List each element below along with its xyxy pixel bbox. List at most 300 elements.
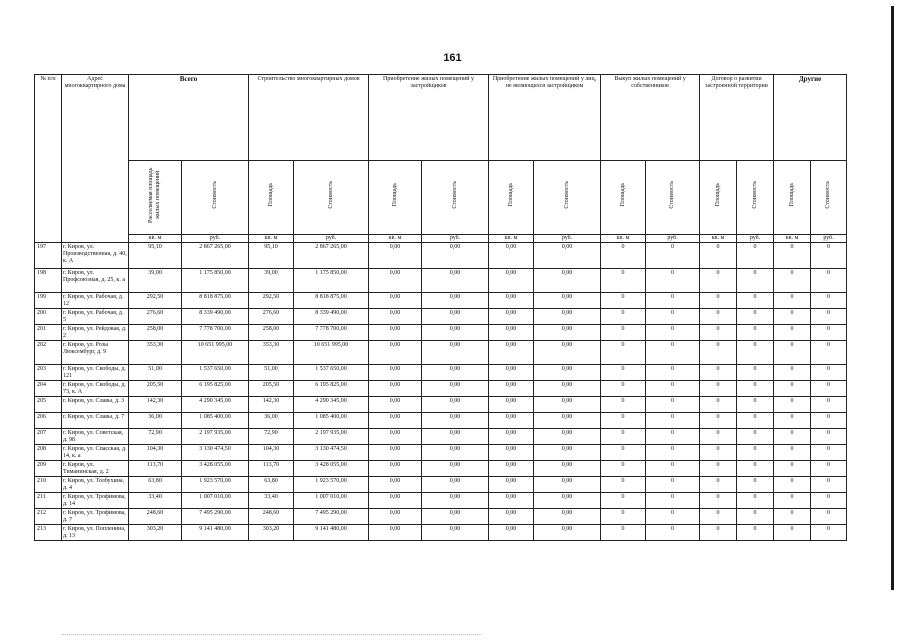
row-value: 248,60 xyxy=(129,509,182,525)
row-value: 51,00 xyxy=(249,365,294,381)
page-number: 161 xyxy=(443,52,462,64)
row-value: 0 xyxy=(601,309,646,325)
subheader-cell xyxy=(249,161,294,235)
row-value: 0 xyxy=(646,243,700,269)
subheader-cell xyxy=(737,161,774,235)
row-number: 211 xyxy=(35,493,62,509)
subheader-cell xyxy=(182,161,249,235)
row-value: 0,00 xyxy=(369,341,422,365)
row-value: 0,00 xyxy=(489,269,534,293)
row-value: 0,00 xyxy=(422,445,489,461)
row-value: 3 130 474,50 xyxy=(182,445,249,461)
row-value: 63,80 xyxy=(249,477,294,493)
row-value: 0,00 xyxy=(534,381,601,397)
row-value: 39,00 xyxy=(249,269,294,293)
row-value: 0 xyxy=(646,525,700,541)
row-value: 0,00 xyxy=(534,525,601,541)
row-value: 0 xyxy=(700,493,737,509)
row-value: 0,00 xyxy=(489,429,534,445)
row-value: 9 141 480,00 xyxy=(294,525,369,541)
subheader-cell xyxy=(129,161,182,235)
row-value: 0 xyxy=(811,243,847,269)
row-value: 0 xyxy=(646,381,700,397)
row-value: 0,00 xyxy=(369,461,422,477)
row-value: 0 xyxy=(737,477,774,493)
row-number: 198 xyxy=(35,269,62,293)
row-value: 303,20 xyxy=(129,525,182,541)
row-value: 0 xyxy=(601,341,646,365)
row-value: 0 xyxy=(737,381,774,397)
row-number: 200 xyxy=(35,309,62,325)
row-value: 0 xyxy=(774,461,811,477)
table-row xyxy=(35,429,847,445)
row-number: 208 xyxy=(35,445,62,461)
row-number: 210 xyxy=(35,477,62,493)
row-value: 0 xyxy=(700,509,737,525)
row-value: 0,00 xyxy=(489,461,534,477)
row-value: 0 xyxy=(737,325,774,341)
row-value: 0 xyxy=(646,413,700,429)
row-number: 206 xyxy=(35,413,62,429)
subheader-cell xyxy=(601,161,646,235)
row-value: 0 xyxy=(774,365,811,381)
row-value: 2 867 265,00 xyxy=(294,243,369,269)
row-value: 0 xyxy=(811,397,847,413)
row-value: 0,00 xyxy=(534,445,601,461)
row-value: 0 xyxy=(737,509,774,525)
row-address: г. Киров, ул. Попленина, д. 13 xyxy=(62,525,129,541)
row-value: 0 xyxy=(601,243,646,269)
table-row xyxy=(35,413,847,429)
row-value: 258,00 xyxy=(129,325,182,341)
subheader-label: Площадь xyxy=(788,183,795,207)
row-value: 8 818 875,00 xyxy=(294,293,369,309)
table-row xyxy=(35,445,847,461)
row-value: 1 537 650,00 xyxy=(182,365,249,381)
row-value: 1 007 010,00 xyxy=(294,493,369,509)
row-address: г. Киров, ул. Розы Люксембург, д. 9 xyxy=(62,341,129,365)
row-value: 0,00 xyxy=(534,243,601,269)
row-value: 63,80 xyxy=(129,477,182,493)
row-value: 0 xyxy=(700,341,737,365)
row-value: 113,70 xyxy=(249,461,294,477)
row-value: 0 xyxy=(737,461,774,477)
row-value: 33,40 xyxy=(249,493,294,509)
row-value: 36,00 xyxy=(129,413,182,429)
row-value: 0 xyxy=(811,445,847,461)
row-value: 0 xyxy=(700,381,737,397)
row-value: 0,00 xyxy=(369,525,422,541)
row-value: 0,00 xyxy=(534,293,601,309)
row-value: 1 923 570,00 xyxy=(294,477,369,493)
row-value: 0 xyxy=(700,445,737,461)
subheader-cell xyxy=(422,161,489,235)
table-row xyxy=(35,509,847,525)
row-number: 203 xyxy=(35,365,62,381)
row-value: 0,00 xyxy=(369,325,422,341)
row-number: 207 xyxy=(35,429,62,445)
row-value: 0 xyxy=(811,325,847,341)
subheader-label: Стоимость xyxy=(669,181,676,209)
row-value: 0 xyxy=(601,365,646,381)
row-value: 0 xyxy=(811,293,847,309)
row-value: 0 xyxy=(811,525,847,541)
row-value: 0,00 xyxy=(422,525,489,541)
row-value: 0 xyxy=(737,413,774,429)
row-value: 2 197 935,00 xyxy=(294,429,369,445)
row-value: 258,00 xyxy=(249,325,294,341)
row-value: 0 xyxy=(774,477,811,493)
row-value: 0 xyxy=(646,365,700,381)
row-value: 6 195 825,00 xyxy=(294,381,369,397)
row-value: 0 xyxy=(646,493,700,509)
row-value: 4 290 345,00 xyxy=(294,397,369,413)
table-row xyxy=(35,341,847,365)
row-value: 0,00 xyxy=(369,477,422,493)
row-value: 0 xyxy=(601,397,646,413)
row-value: 142,30 xyxy=(129,397,182,413)
row-value: 0 xyxy=(811,509,847,525)
row-value: 0 xyxy=(646,293,700,309)
header-group-developer-purchase: Приобретение жилых помещений у застройщиков xyxy=(369,75,489,161)
row-value: 1 085 400,00 xyxy=(294,413,369,429)
table-row xyxy=(35,461,847,477)
row-value: 0 xyxy=(601,509,646,525)
row-value: 0 xyxy=(811,413,847,429)
row-value: 0,00 xyxy=(369,493,422,509)
row-address: г. Киров, ул. Профсоюзная, д. 25, к. а xyxy=(62,269,129,293)
row-value: 0,00 xyxy=(369,413,422,429)
row-number: 212 xyxy=(35,509,62,525)
row-value: 0,00 xyxy=(422,309,489,325)
table-row xyxy=(35,477,847,493)
row-value: 0 xyxy=(737,293,774,309)
row-value: 0 xyxy=(700,397,737,413)
row-value: 0,00 xyxy=(534,309,601,325)
subheader-label: Стоимость xyxy=(751,181,758,209)
row-value: 104,30 xyxy=(249,445,294,461)
row-value: 0 xyxy=(737,269,774,293)
subheader-label: Стоимость xyxy=(327,181,334,209)
subheader-cell xyxy=(646,161,700,235)
table-row xyxy=(35,325,847,341)
row-value: 113,70 xyxy=(129,461,182,477)
row-value: 205,50 xyxy=(129,381,182,397)
row-value: 36,00 xyxy=(249,413,294,429)
row-number: 202 xyxy=(35,341,62,365)
row-value: 0 xyxy=(774,293,811,309)
row-value: 0 xyxy=(737,493,774,509)
row-value: 353,30 xyxy=(129,341,182,365)
row-value: 276,60 xyxy=(129,309,182,325)
row-value: 2 197 935,00 xyxy=(182,429,249,445)
subheader-label: Расселяемая площадь жилых помещений xyxy=(148,167,161,223)
row-value: 10 651 995,00 xyxy=(294,341,369,365)
row-value: 0 xyxy=(601,445,646,461)
subheader-label: Площадь xyxy=(267,183,274,207)
row-value: 0 xyxy=(601,477,646,493)
table-body xyxy=(35,243,847,541)
row-value: 0 xyxy=(774,493,811,509)
row-value: 1 923 570,00 xyxy=(182,477,249,493)
header-group-total: Всего xyxy=(129,75,249,161)
row-value: 0 xyxy=(646,269,700,293)
row-value: 0 xyxy=(700,477,737,493)
row-value: 0 xyxy=(811,341,847,365)
row-value: 0 xyxy=(737,341,774,365)
row-value: 0 xyxy=(601,525,646,541)
row-value: 0,00 xyxy=(422,381,489,397)
row-value: 303,20 xyxy=(249,525,294,541)
row-value: 0,00 xyxy=(534,509,601,525)
table-row xyxy=(35,365,847,381)
subheader-cell xyxy=(369,161,422,235)
row-value: 3 428 055,00 xyxy=(182,461,249,477)
row-value: 1 537 650,00 xyxy=(294,365,369,381)
row-value: 0,00 xyxy=(489,243,534,269)
row-value: 0 xyxy=(700,429,737,445)
row-value: 0 xyxy=(700,365,737,381)
page-edge-bar xyxy=(891,6,894,590)
unit-cell: руб. xyxy=(646,235,700,243)
header-group-nondeveloper-purchase: Приобретение жилых помещений у лиц, не являющихся застройщиком xyxy=(489,75,601,161)
unit-cell: руб. xyxy=(422,235,489,243)
row-value: 0 xyxy=(700,461,737,477)
row-value: 0,00 xyxy=(369,445,422,461)
row-value: 292,50 xyxy=(129,293,182,309)
row-value: 353,30 xyxy=(249,341,294,365)
table-row xyxy=(35,269,847,293)
header-group-other: Другие xyxy=(774,75,847,161)
row-value: 0 xyxy=(774,269,811,293)
row-value: 0,00 xyxy=(534,493,601,509)
row-value: 292,50 xyxy=(249,293,294,309)
row-value: 0 xyxy=(811,493,847,509)
row-value: 0,00 xyxy=(422,269,489,293)
row-value: 0 xyxy=(811,381,847,397)
row-value: 0,00 xyxy=(422,341,489,365)
row-value: 3 130 474,50 xyxy=(294,445,369,461)
row-address: г. Киров, ул. Свободы, д. 121 xyxy=(62,365,129,381)
row-value: 9 141 480,00 xyxy=(182,525,249,541)
header-group-buyout: Выкуп жилых помещений у собственников xyxy=(601,75,700,161)
row-value: 0,00 xyxy=(489,509,534,525)
row-value: 0 xyxy=(774,397,811,413)
row-value: 0,00 xyxy=(534,325,601,341)
header-group-territory: Договор о развитии застроенной территории xyxy=(700,75,774,161)
table-row xyxy=(35,309,847,325)
subheader-cell xyxy=(294,161,369,235)
row-value: 0 xyxy=(646,309,700,325)
row-value: 0 xyxy=(646,445,700,461)
row-value: 0 xyxy=(601,461,646,477)
row-value: 0,00 xyxy=(489,341,534,365)
unit-cell: руб. xyxy=(182,235,249,243)
row-address: г. Киров, ул. Производственная, д. 40, к. А xyxy=(62,243,129,269)
row-value: 0 xyxy=(700,293,737,309)
header-group-construction: Строительство многоквартирных домов xyxy=(249,75,369,161)
row-value: 0,00 xyxy=(489,413,534,429)
row-value: 0 xyxy=(601,325,646,341)
row-value: 0 xyxy=(811,477,847,493)
row-value: 0,00 xyxy=(534,477,601,493)
row-number: 201 xyxy=(35,325,62,341)
row-value: 0,00 xyxy=(489,525,534,541)
row-address: г. Киров, ул. Рабочая, д. 12 xyxy=(62,293,129,309)
header-num: № п/п xyxy=(35,75,62,243)
row-value: 104,30 xyxy=(129,445,182,461)
row-value: 0 xyxy=(646,461,700,477)
row-value: 0,00 xyxy=(422,461,489,477)
subheader-label: Стоимость xyxy=(563,181,570,209)
row-value: 0,00 xyxy=(489,365,534,381)
row-value: 0 xyxy=(774,525,811,541)
row-value: 0 xyxy=(700,243,737,269)
row-value: 0 xyxy=(646,429,700,445)
row-value: 0,00 xyxy=(369,509,422,525)
row-value: 0,00 xyxy=(489,397,534,413)
row-value: 0 xyxy=(646,325,700,341)
row-value: 7 778 700,00 xyxy=(294,325,369,341)
row-value: 0,00 xyxy=(489,381,534,397)
unit-cell: руб. xyxy=(737,235,774,243)
row-value: 0,00 xyxy=(489,293,534,309)
unit-cell: руб. xyxy=(811,235,847,243)
table-row xyxy=(35,381,847,397)
footer-dotted-line xyxy=(62,634,482,636)
subheader-label: Площадь xyxy=(619,183,626,207)
row-value: 39,00 xyxy=(129,269,182,293)
row-value: 8 818 875,00 xyxy=(182,293,249,309)
row-value: 0 xyxy=(646,397,700,413)
row-value: 0,00 xyxy=(422,413,489,429)
row-value: 1 007 010,00 xyxy=(182,493,249,509)
row-value: 1 085 400,00 xyxy=(182,413,249,429)
row-number: 213 xyxy=(35,525,62,541)
row-value: 0 xyxy=(601,413,646,429)
row-value: 8 339 490,00 xyxy=(294,309,369,325)
row-value: 0 xyxy=(737,309,774,325)
row-number: 205 xyxy=(35,397,62,413)
row-value: 142,30 xyxy=(249,397,294,413)
row-value: 95,10 xyxy=(249,243,294,269)
subheader-cell xyxy=(489,161,534,235)
row-value: 205,50 xyxy=(249,381,294,397)
row-value: 0 xyxy=(737,397,774,413)
row-value: 3 428 055,00 xyxy=(294,461,369,477)
unit-cell: кв. м xyxy=(249,235,294,243)
row-address: г. Киров, ул. Рабочая, д. 5 xyxy=(62,309,129,325)
row-value: 0,00 xyxy=(489,309,534,325)
row-value: 0,00 xyxy=(422,325,489,341)
row-value: 0,00 xyxy=(489,325,534,341)
subheader-label: Площадь xyxy=(714,183,721,207)
row-value: 6 195 825,00 xyxy=(182,381,249,397)
row-value: 0 xyxy=(737,525,774,541)
header-address: Адрес многоквартирного дома xyxy=(62,75,129,243)
unit-cell: кв. м xyxy=(489,235,534,243)
row-value: 95,10 xyxy=(129,243,182,269)
row-value: 0 xyxy=(601,269,646,293)
row-value: 0 xyxy=(811,309,847,325)
row-value: 0,00 xyxy=(422,397,489,413)
row-value: 0,00 xyxy=(534,461,601,477)
row-number: 204 xyxy=(35,381,62,397)
row-value: 0 xyxy=(700,309,737,325)
row-address: г. Киров, ул. Свободы, д. 73, к. А xyxy=(62,381,129,397)
unit-cell: руб. xyxy=(534,235,601,243)
unit-cell: руб. xyxy=(294,235,369,243)
row-value: 0 xyxy=(737,365,774,381)
row-value: 0,00 xyxy=(422,493,489,509)
row-value: 0,00 xyxy=(534,429,601,445)
subheader-cell xyxy=(700,161,737,235)
row-value: 0 xyxy=(737,429,774,445)
row-value: 0 xyxy=(774,381,811,397)
row-value: 1 175 850,00 xyxy=(294,269,369,293)
row-value: 0 xyxy=(700,525,737,541)
row-value: 0 xyxy=(700,413,737,429)
row-value: 0,00 xyxy=(489,493,534,509)
row-value: 0 xyxy=(774,509,811,525)
table-row xyxy=(35,397,847,413)
row-address: г. Киров, ул. Рейдовая, д. 2 xyxy=(62,325,129,341)
unit-cell: кв. м xyxy=(774,235,811,243)
row-value: 0,00 xyxy=(422,293,489,309)
row-value: 0 xyxy=(774,325,811,341)
subheader-label: Стоимость xyxy=(451,181,458,209)
unit-cell: кв. м xyxy=(369,235,422,243)
row-value: 0 xyxy=(601,293,646,309)
row-value: 0 xyxy=(811,429,847,445)
table-row xyxy=(35,525,847,541)
row-value: 0 xyxy=(737,445,774,461)
row-value: 7 495 290,00 xyxy=(182,509,249,525)
row-value: 0,00 xyxy=(369,293,422,309)
row-value: 0,00 xyxy=(369,269,422,293)
subheader-label: Площадь xyxy=(507,183,514,207)
row-value: 7 495 290,00 xyxy=(294,509,369,525)
row-value: 0,00 xyxy=(369,429,422,445)
row-value: 0 xyxy=(646,477,700,493)
row-number: 209 xyxy=(35,461,62,477)
subheader-label: Стоимость xyxy=(211,181,218,209)
subheader-label: Стоимость xyxy=(825,181,832,209)
row-value: 0,00 xyxy=(422,509,489,525)
row-value: 0 xyxy=(601,381,646,397)
row-address: г. Киров, ул. Трофимова, д. 7 xyxy=(62,509,129,525)
row-value: 51,00 xyxy=(129,365,182,381)
row-value: 248,60 xyxy=(249,509,294,525)
row-address: г. Киров, ул. Трофимова, д. 14 xyxy=(62,493,129,509)
row-value: 0,00 xyxy=(534,397,601,413)
row-value: 0,00 xyxy=(369,397,422,413)
subheader-cell xyxy=(534,161,601,235)
row-value: 0,00 xyxy=(534,413,601,429)
row-number: 197 xyxy=(35,243,62,269)
row-value: 0,00 xyxy=(489,445,534,461)
row-address: г. Киров, ул. Славы, д. 3 xyxy=(62,397,129,413)
row-value: 0 xyxy=(601,429,646,445)
unit-cell: кв. м xyxy=(601,235,646,243)
row-number: 199 xyxy=(35,293,62,309)
row-address: г. Киров, ул. Толбухина, д. 4 xyxy=(62,477,129,493)
row-value: 8 339 490,00 xyxy=(182,309,249,325)
row-value: 0,00 xyxy=(422,243,489,269)
row-value: 0,00 xyxy=(422,429,489,445)
table-row xyxy=(35,293,847,309)
row-value: 10 651 995,00 xyxy=(182,341,249,365)
